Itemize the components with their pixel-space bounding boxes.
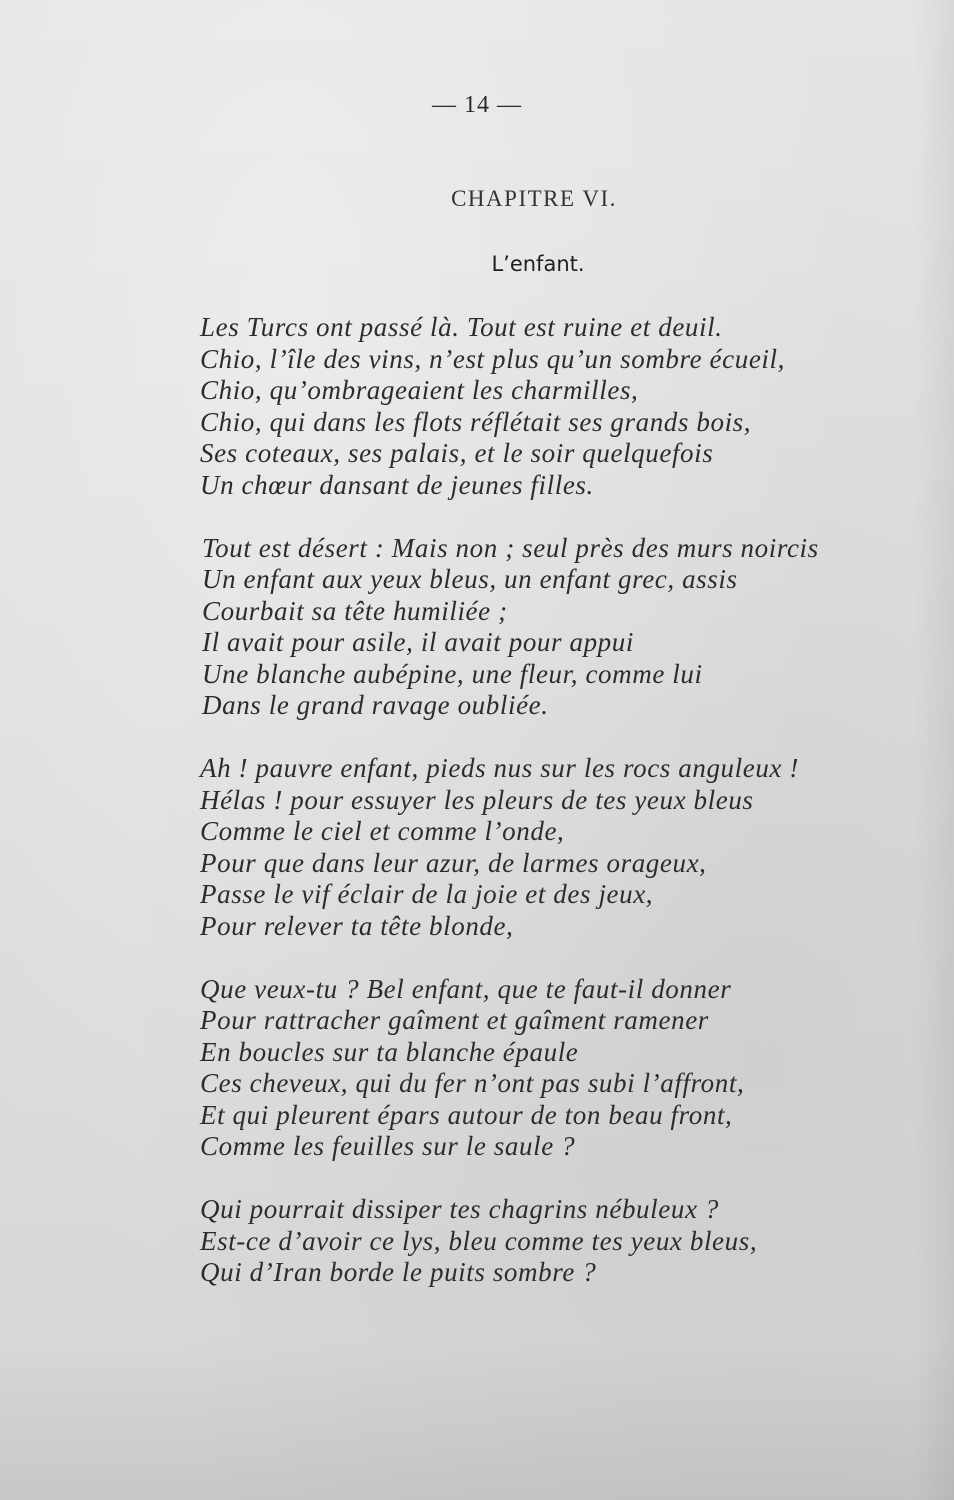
stanza-2 (200, 533, 880, 722)
stanza-1 (200, 312, 880, 501)
verse-line: Passe le vif éclair de la joie et des jeux, (200, 879, 654, 909)
verse-line: Chio, l’île des vins, n’est plus qu’un sombre écueil, (200, 343, 785, 374)
verse-line: Un enfant aux yeux bleus, un enfant grec, assis (202, 564, 738, 594)
verse-line: Ces cheveux, qui du fer n’ont pas subi l’affront, (200, 1068, 745, 1098)
verse-line: Comme les feuilles sur le saule ? (200, 1131, 576, 1161)
stanza-4 (200, 974, 880, 1163)
verse-line: Et qui pleurent épars autour de ton beau front, (200, 1099, 733, 1130)
verse-line: Est-ce d’avoir ce lys, bleu comme tes yeux bleus, (200, 1225, 758, 1256)
verse-line: Tout est désert : Mais non ; seul près des murs noircis (202, 532, 819, 563)
verse-line: En boucles sur ta blanche épaule (200, 1036, 579, 1067)
verse-line: Ses coteaux, ses palais, et le soir quelquefois (200, 438, 714, 468)
verse-line: Comme le ciel et comme l’onde, (200, 816, 565, 846)
verse-line: Une blanche aubépine, une fleur, comme lui (202, 658, 703, 689)
poem (200, 312, 880, 1320)
verse-line: Qui pourrait dissiper tes chagrins nébuleux ? (200, 1194, 719, 1224)
verse-line: Ah ! pauvre enfant, pieds nus sur les rocs anguleux ! (200, 753, 799, 783)
verse-line: Pour que dans leur azur, de larmes orageux, (200, 847, 707, 878)
verse-line: Les Turcs ont passé là. Tout est ruine et deuil. (200, 312, 723, 342)
section-title: L’enfant. (491, 252, 585, 276)
verse-line: Chio, qu’ombrageaient les charmilles, (200, 375, 639, 405)
verse-line: Que veux-tu ? Bel enfant, que te faut-il donner (200, 973, 732, 1004)
verse-line: Pour relever ta tête blonde, (200, 910, 514, 941)
page-number: — 14 — (432, 92, 522, 118)
stanza-5 (200, 1194, 880, 1289)
verse-line: Courbait sa tête humiliée ; (202, 595, 508, 626)
verse-line: Un chœur dansant de jeunes filles. (200, 469, 594, 500)
verse-line: Il avait pour asile, il avait pour appui (202, 627, 634, 657)
verse-line: Hélas ! pour essuyer les pleurs de tes yeux bleus (200, 784, 754, 815)
page-edge-shadow (914, 0, 954, 1500)
page-bottom-shadow (0, 1340, 954, 1500)
verse-line: Pour rattracher gaîment et gaîment ramener (200, 1005, 709, 1035)
verse-line: Dans le grand ravage oubliée. (202, 690, 549, 720)
chapter-title: CHAPITRE VI. (451, 186, 617, 211)
verse-line: Qui d’Iran borde le puits sombre ? (200, 1257, 597, 1287)
stanza-3 (200, 753, 880, 942)
verse-line: Chio, qui dans les flots réflétait ses grands bois, (200, 406, 752, 437)
